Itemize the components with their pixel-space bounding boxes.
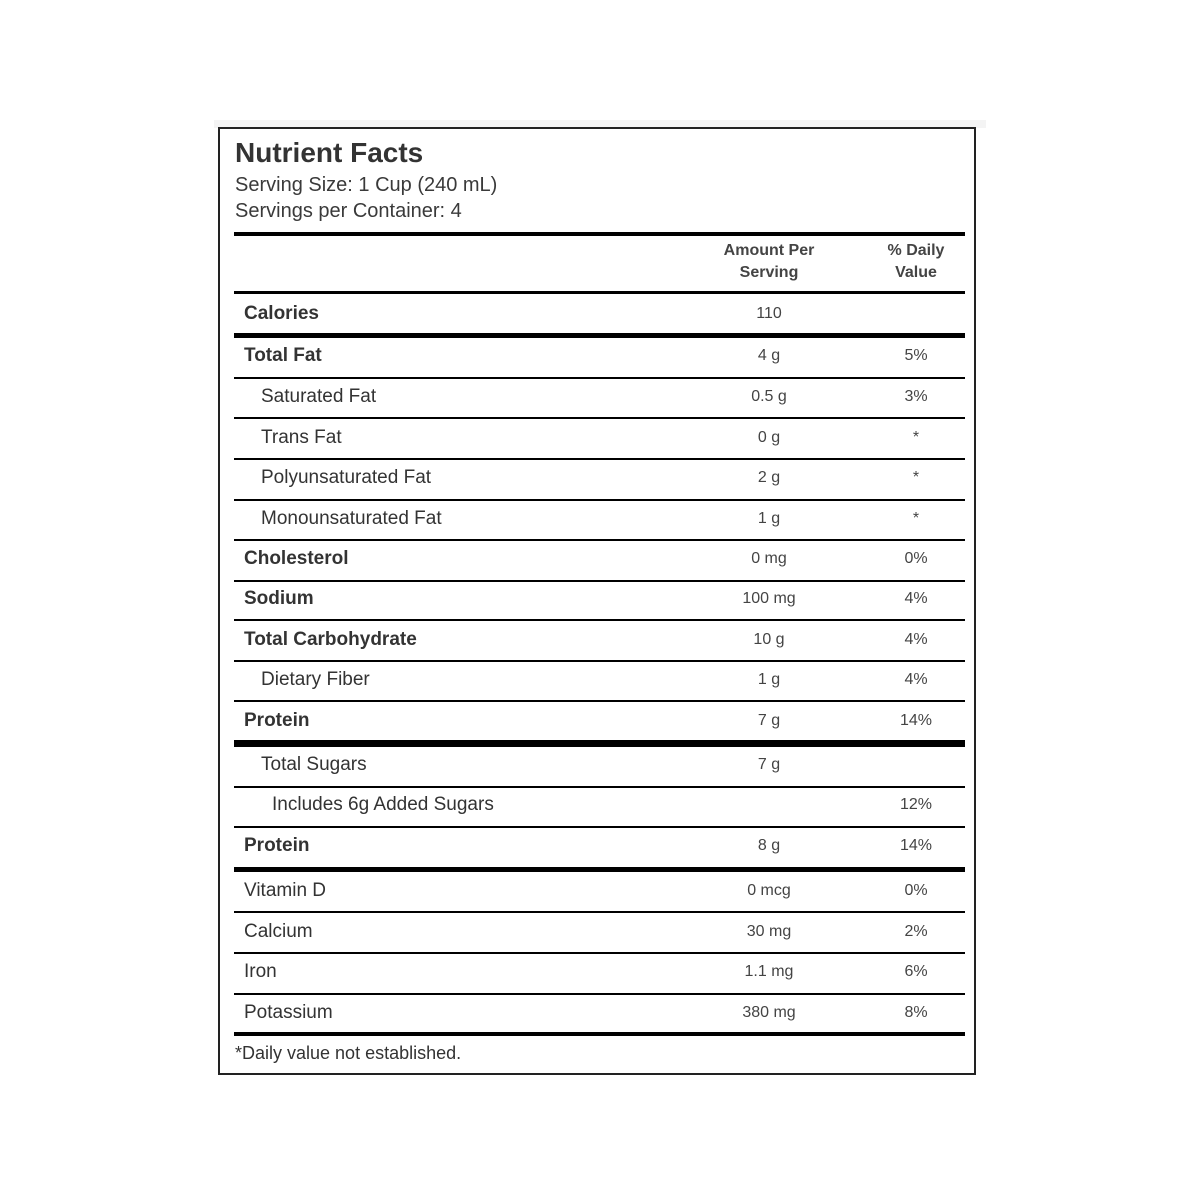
nutrient-daily-value: 5% xyxy=(904,347,928,364)
daily-value-footnote: *Daily value not established. xyxy=(235,1043,462,1063)
nutrient-row-added-sugars xyxy=(234,785,965,825)
nutrient-amount: 7 g xyxy=(757,756,781,773)
nutrient-amount: 8 g xyxy=(757,837,781,854)
nutrient-amount: 110 xyxy=(756,305,782,322)
nutrient-amount: 30 mg xyxy=(746,923,792,940)
nutrient-daily-value: 14% xyxy=(899,712,933,729)
nutrient-row-potassium xyxy=(234,993,965,1033)
nutrient-name: Total Carbohydrate xyxy=(244,629,417,650)
nutrient-row-trans-fat xyxy=(234,418,965,458)
footer-rule xyxy=(234,1032,965,1036)
nutrient-amount xyxy=(694,785,844,825)
nutrient-name: Potassium xyxy=(244,1002,333,1023)
nutrient-amount: 7 g xyxy=(757,712,781,729)
nutrient-row-monounsaturated-fat xyxy=(234,499,965,539)
nutrient-amount: 1 g xyxy=(757,671,781,688)
nutrient-amount: 0 mg xyxy=(751,550,787,567)
nutrient-name: Trans Fat xyxy=(261,427,342,448)
nutrient-daily-value: 4% xyxy=(904,631,928,648)
nutrient-amount: 0.5 g xyxy=(751,388,787,405)
nutrient-row-iron xyxy=(234,952,965,992)
nutrient-row-total-carbohydrate xyxy=(234,620,965,660)
nutrient-daily-value: * xyxy=(912,510,920,527)
nutrient-row-total-fat xyxy=(234,336,965,376)
nutrient-amount: 380 mg xyxy=(742,1004,796,1021)
nutrient-row-polyunsaturated-fat xyxy=(234,458,965,498)
nutrient-daily-value: 12% xyxy=(899,796,933,813)
nutrient-daily-value xyxy=(866,294,966,334)
nutrient-name: Calcium xyxy=(244,921,313,942)
nutrient-name: Iron xyxy=(244,961,277,982)
nutrient-row-cholesterol xyxy=(234,539,965,579)
nutrient-daily-value: 4% xyxy=(904,671,928,688)
nutrient-amount: 1.1 mg xyxy=(744,963,794,980)
nutrient-name: Protein xyxy=(244,710,310,731)
nutrient-row-calories xyxy=(234,294,965,334)
nutrient-row-saturated-fat xyxy=(234,377,965,417)
nutrient-daily-value xyxy=(866,745,966,785)
nutrient-amount: 2 g xyxy=(757,469,781,486)
nutrient-daily-value: 0% xyxy=(904,882,928,899)
nutrient-row-calcium xyxy=(234,912,965,952)
nutrient-name: Cholesterol xyxy=(244,548,349,569)
nutrient-row-total-sugars xyxy=(234,745,965,785)
nutrient-row-vitamin-d xyxy=(234,871,965,911)
header-daily-value: % Daily Value xyxy=(887,242,945,281)
nutrient-daily-value: 2% xyxy=(904,923,928,940)
nutrient-name: Protein xyxy=(244,835,310,856)
nutrient-name: Sodium xyxy=(244,588,314,609)
nutrient-daily-value: 8% xyxy=(904,1004,928,1021)
nutrient-amount: 100 mg xyxy=(742,590,796,607)
nutrient-row-sodium xyxy=(234,579,965,619)
nutrient-name: Saturated Fat xyxy=(261,386,377,407)
nutrition-facts-panel xyxy=(218,127,976,1075)
nutrient-daily-value: 4% xyxy=(904,590,928,607)
nutrient-amount: 0 mcg xyxy=(747,882,791,899)
nutrient-amount: 1 g xyxy=(757,510,781,527)
nutrient-amount: 0 g xyxy=(757,429,781,446)
nutrient-amount: 4 g xyxy=(757,347,781,364)
nutrient-row-protein xyxy=(234,701,965,741)
nutrient-name: Dietary Fiber xyxy=(261,669,370,690)
nutrient-name: Includes 6g Added Sugars xyxy=(272,794,494,815)
nutrient-name: Vitamin D xyxy=(244,880,327,901)
header-top-rule xyxy=(234,232,965,236)
nutrient-daily-value: 14% xyxy=(899,837,933,854)
servings-per-container: Servings per Container: 4 xyxy=(235,200,462,222)
nutrient-name: Total Fat xyxy=(244,345,322,366)
nutrient-daily-value: * xyxy=(912,429,920,446)
nutrient-row-dietary-fiber xyxy=(234,660,965,700)
nutrient-name: Monounsaturated Fat xyxy=(261,508,442,529)
nutrient-name: Polyunsaturated Fat xyxy=(261,467,432,488)
nutrient-daily-value: 6% xyxy=(904,963,928,980)
header-amount-per-serving: Amount Per Serving xyxy=(723,242,815,281)
nutrient-name: Total Sugars xyxy=(261,754,367,775)
nutrient-daily-value: 0% xyxy=(904,550,928,567)
nutrient-daily-value: * xyxy=(912,469,920,486)
nutrient-row-protein-2 xyxy=(234,826,965,866)
nutrient-name: Calories xyxy=(244,303,319,324)
serving-size: Serving Size: 1 Cup (240 mL) xyxy=(235,174,498,196)
nutrient-daily-value: 3% xyxy=(904,388,928,405)
nutrient-amount: 10 g xyxy=(753,631,785,648)
label-title: Nutrient Facts xyxy=(235,137,424,168)
